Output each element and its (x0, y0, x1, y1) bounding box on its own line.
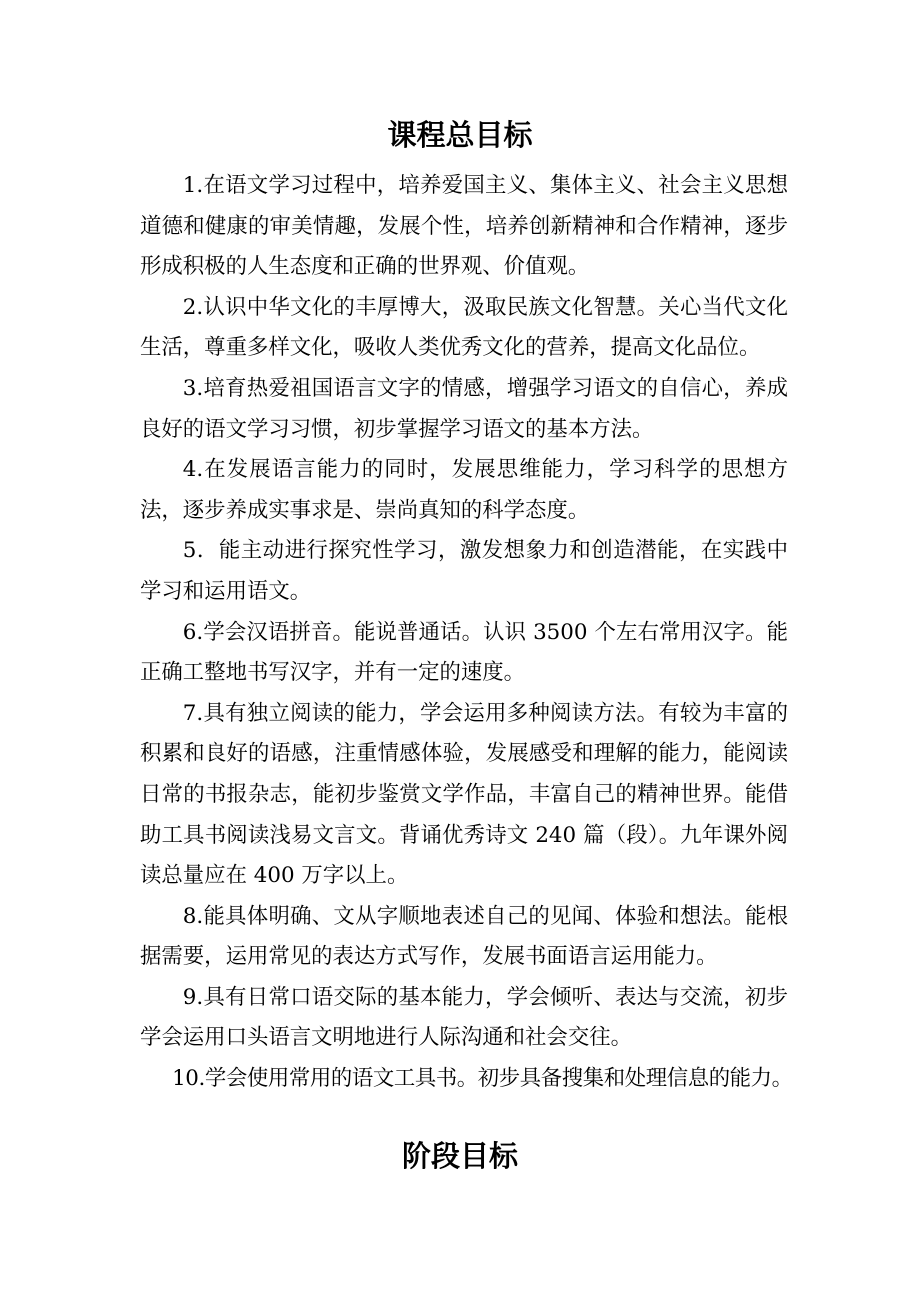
goal-item-3: 3.培育热爱祖国语言文字的情感，增强学习语文的自信心，养成良好的语文学习习惯，初步掌握学习语文的基本方法。 (140, 375, 788, 442)
goal-item-9: 9.具有日常口语交际的基本能力，学会倾听、表达与交流，初步学会运用口头语言文明地进行人际沟通和社会交往。 (140, 984, 788, 1051)
goals-list (140, 166, 793, 1100)
page-title: 课程总目标 (387, 118, 533, 152)
goal-item-4: 4.在发展语言能力的同时，发展思维能力，学习科学的思想方法，逐步养成实事求是、崇尚真知的科学态度。 (140, 457, 788, 523)
goal-item-8: 8.能具体明确、文从字顺地表述自己的见闻、体验和想法。能根据需要，运用常见的表达方式写作，发展书面语言运用能力。 (140, 903, 788, 970)
section-title-stage-goals: 阶段目标 (401, 1139, 518, 1173)
goal-item-2: 2.认识中华文化的丰厚博大，汲取民族文化智慧。关心当代文化生活，尊重多样文化，吸收人类优秀文化的营养，提高文化品位。 (140, 294, 788, 361)
goal-item-6: 6.学会汉语拼音。能说普通话。认识 3500 个左右常用汉字。能正确工整地书写汉字，并有一定的速度。 (140, 619, 788, 686)
goal-item-10: 10.学会使用常用的语文工具书。初步具备搜集和处理信息的能力。 (172, 1066, 793, 1092)
goal-item-5: 5．能主动进行探究性学习，激发想象力和创造潜能，在实践中学习和运用语文。 (140, 538, 788, 604)
goal-item-7: 7.具有独立阅读的能力，学会运用多种阅读方法。有较为丰富的积累和良好的语感，注重情感体验，发展感受和理解的能力，能阅读日常的书报杂志，能初步鉴赏文学作品，丰富自己的精神世界。能借助工具书阅读浅易文言文。背诵优秀诗文 240 篇（段）。九年课外阅读总量应在 400 万字以上。 (140, 700, 788, 889)
goal-item-1: 1.在语文学习过程中，培养爱国主义、集体主义、社会主义思想道德和健康的审美情趣，发展个性，培养创新精神和合作精神，逐步形成积极的人生态度和正确的世界观、价值观。 (140, 173, 788, 280)
